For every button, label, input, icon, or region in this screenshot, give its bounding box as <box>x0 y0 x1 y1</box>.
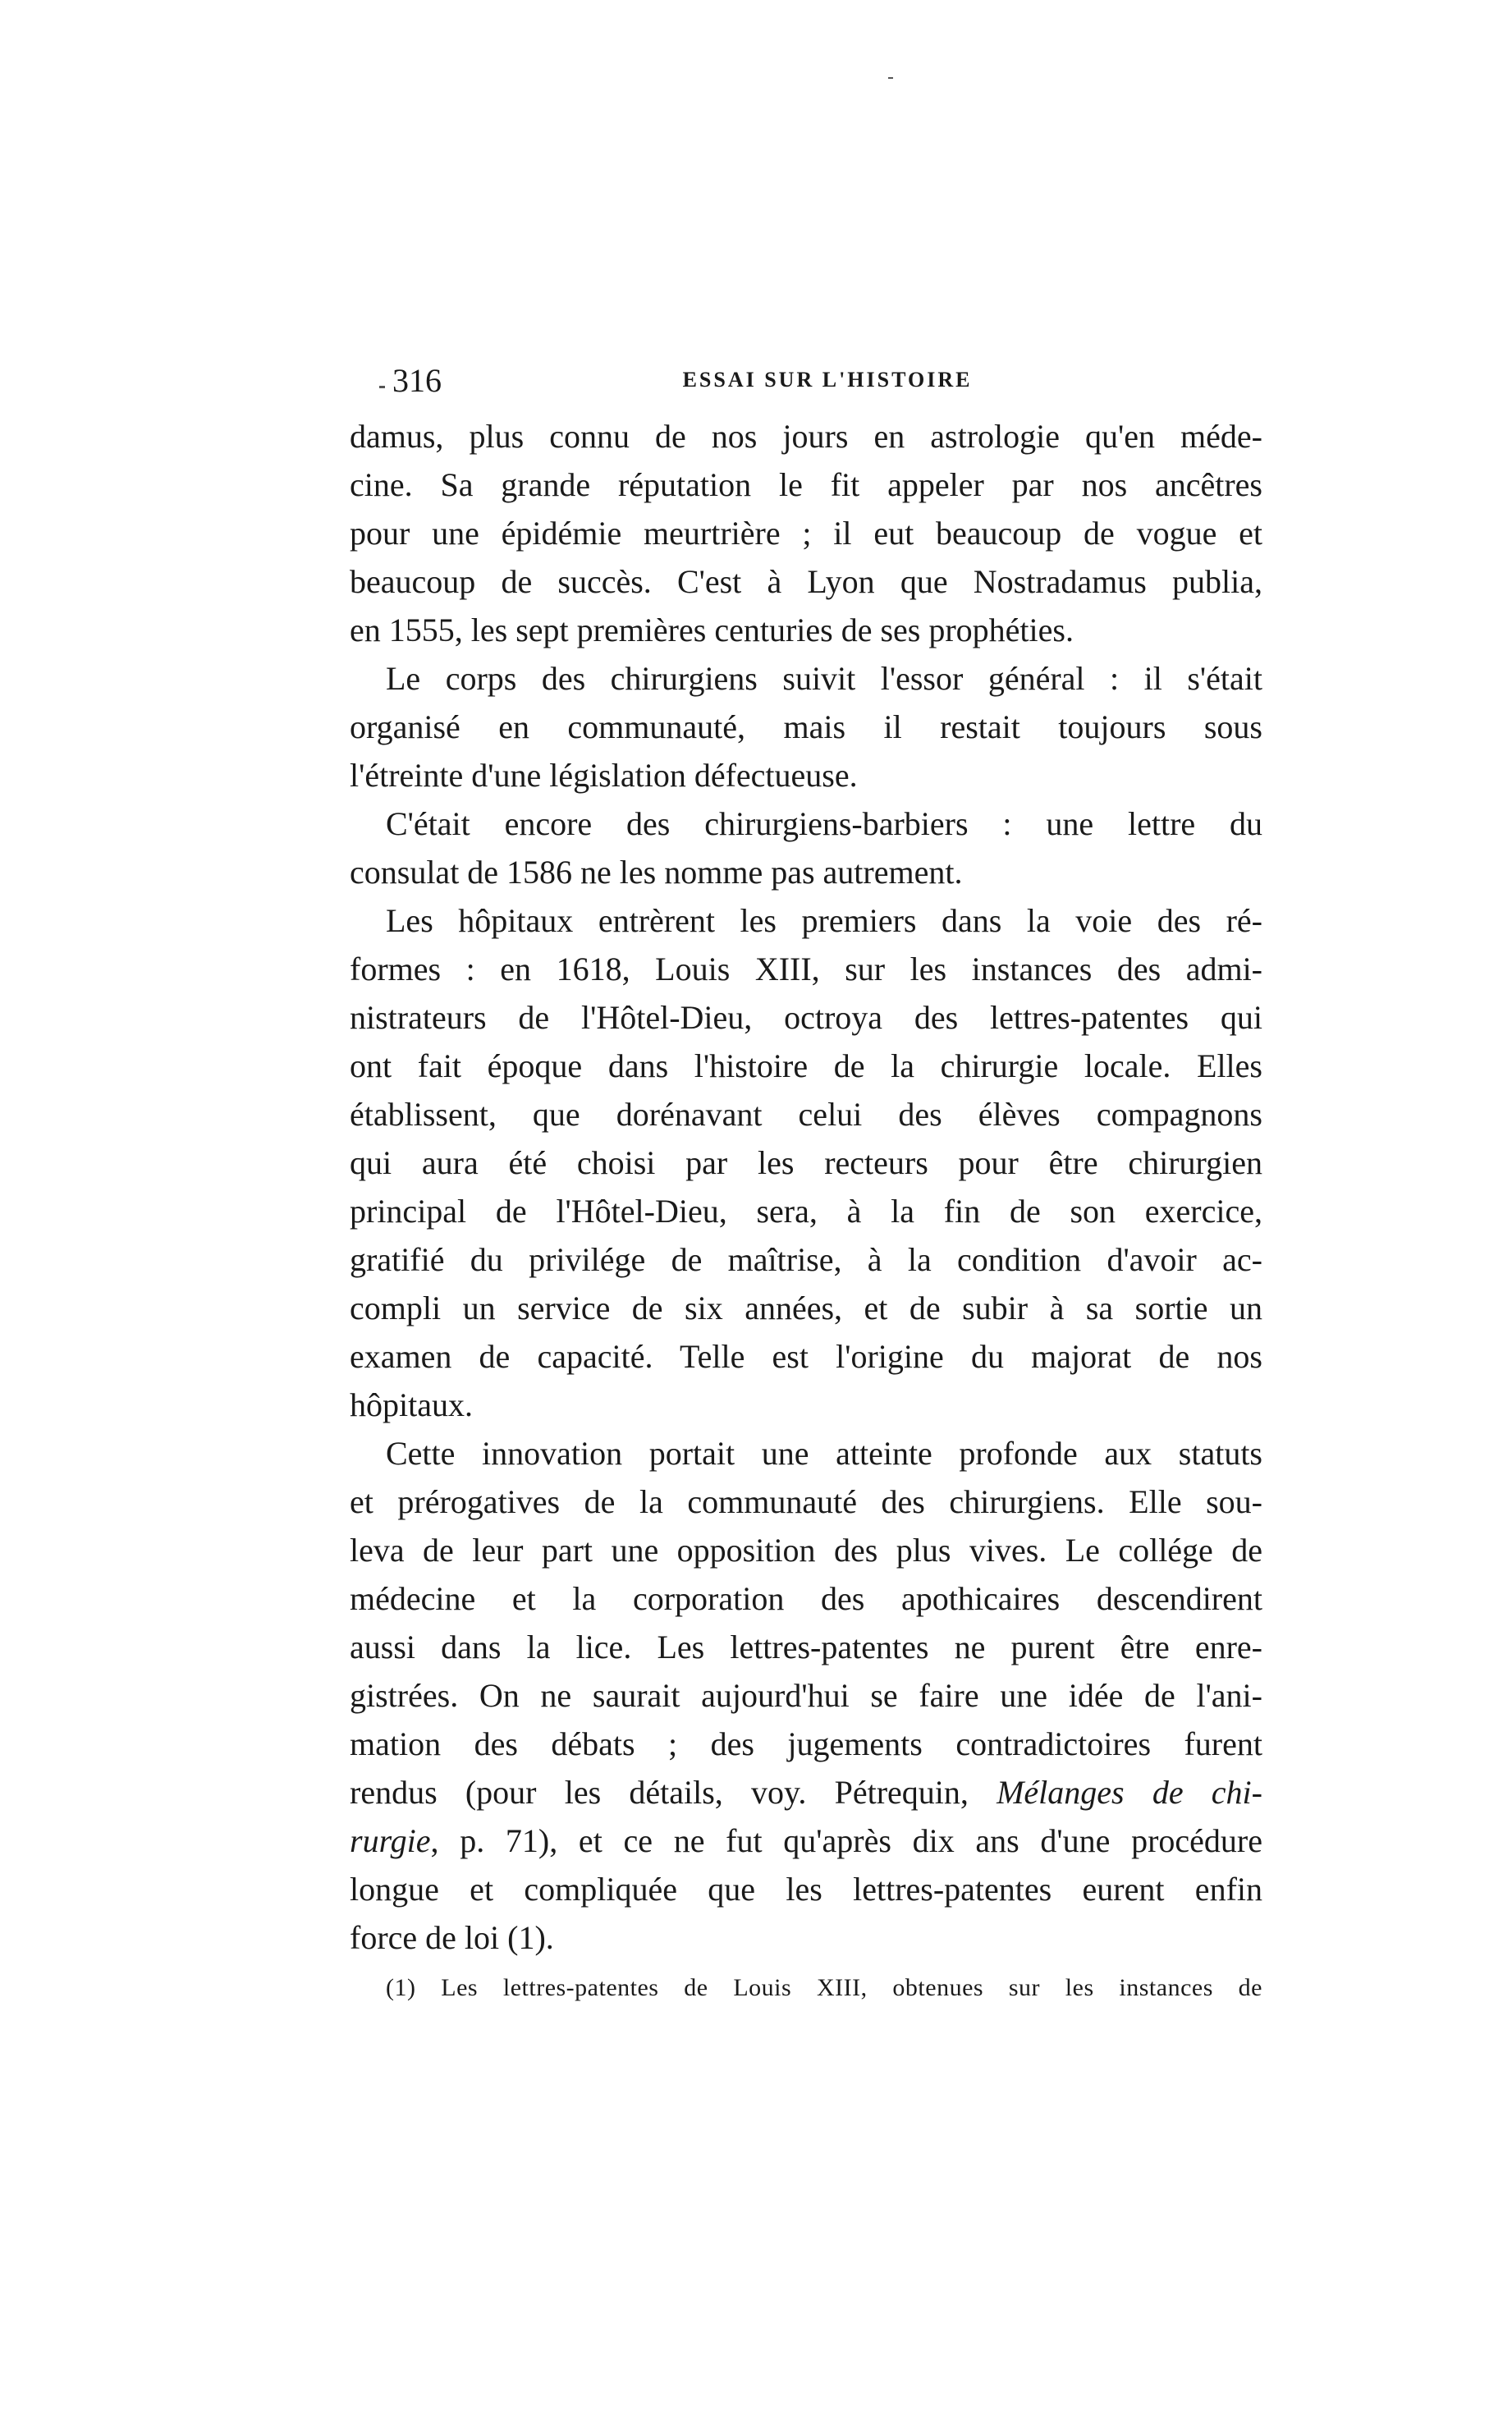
scan-speck <box>379 386 385 388</box>
text-run: formes : en 1618, Louis XIII, sur les instances des admi- <box>350 951 1262 987</box>
text-line-content <box>350 1574 1262 1623</box>
text-line-content <box>386 1429 1262 1478</box>
text-line <box>350 412 1262 460</box>
text-line-content <box>350 1817 1262 1865</box>
text-run: force de loi (1). <box>350 1919 554 1956</box>
text-line <box>350 1284 1262 1332</box>
text-line-content <box>350 1235 1262 1284</box>
text-line <box>350 1526 1262 1574</box>
text-line <box>350 1235 1262 1284</box>
text-line-content <box>386 654 1262 703</box>
text-run: rendus (pour les détails, voy. Pétrequin, <box>350 1774 997 1811</box>
text-run: C'était encore des chirurgiens-barbiers : une lettre du <box>386 805 1262 842</box>
text-line-content <box>386 896 1262 945</box>
text-run: damus, plus connu de nos jours en astrologie qu'en méde- <box>350 418 1262 455</box>
text-run: pour une épidémie meurtrière ; il eut beaucoup de vogue et <box>350 515 1262 552</box>
text-line <box>350 1429 1262 1478</box>
text-run: organisé en communauté, mais il restait toujours sous <box>350 708 1262 745</box>
text-line-content <box>350 1526 1262 1574</box>
text-line <box>350 751 1262 799</box>
text-line <box>350 654 1262 703</box>
text-line <box>350 460 1262 509</box>
text-run: Le corps des chirurgiens suivit l'essor général : il s'était <box>386 660 1262 697</box>
text-line-content <box>350 1623 1262 1671</box>
text-run: longue et compliquée que les lettres-patentes eurent enfin <box>350 1871 1262 1908</box>
text-run: et prérogatives de la communauté des chirurgiens. Elle sou- <box>350 1483 1262 1520</box>
text-line-content <box>350 509 1262 557</box>
text-line <box>350 1574 1262 1623</box>
page-header <box>392 361 1262 402</box>
text-run: examen de capacité. Telle est l'origine du majorat de nos <box>350 1338 1262 1375</box>
text-line <box>350 1865 1262 1913</box>
text-line-content <box>350 1138 1262 1187</box>
page-number: 316 <box>392 362 442 399</box>
text-run: Cette innovation portait une atteinte profonde aux statuts <box>386 1435 1262 1472</box>
italic-title: Mélanges de chi- <box>997 1774 1262 1811</box>
text-line <box>350 848 1262 896</box>
text-line-content <box>350 557 1262 606</box>
text-line <box>350 1332 1262 1381</box>
text-run: gistrées. On ne saurait aujourd'hui se faire une idée de l'ani- <box>350 1677 1262 1714</box>
text-line-content <box>350 993 1262 1042</box>
text-line-content <box>350 1865 1262 1913</box>
text-run: compli un service de six années, et de subir à sa sortie un <box>350 1290 1262 1326</box>
text-line <box>350 557 1262 606</box>
text-line-content <box>350 460 1262 509</box>
text-line-content <box>350 1720 1262 1768</box>
text-line <box>350 1913 1262 1962</box>
text-line-content <box>350 412 1262 460</box>
text-line <box>350 1768 1262 1817</box>
text-run: Les hôpitaux entrèrent les premiers dans la voie des ré- <box>386 902 1262 939</box>
text-line-content <box>350 1187 1262 1235</box>
text-line <box>350 1381 1262 1429</box>
text-line-content <box>350 703 1262 751</box>
text-run: mation des débats ; des jugements contradictoires furent <box>350 1725 1262 1762</box>
text-line <box>350 1623 1262 1671</box>
text-run: hôpitaux. <box>350 1386 473 1423</box>
text-line <box>350 993 1262 1042</box>
italic-title: rurgie <box>350 1822 431 1859</box>
text-line <box>350 1042 1262 1090</box>
text-line-content <box>350 751 1262 799</box>
text-line <box>350 509 1262 557</box>
text-run: principal de l'Hôtel-Dieu, sera, à la fin de son exercice, <box>350 1193 1262 1230</box>
text-line-content <box>350 1768 1262 1817</box>
text-line <box>350 1187 1262 1235</box>
text-line-content <box>350 1478 1262 1526</box>
text-line-content <box>350 1284 1262 1332</box>
text-run: nistrateurs de l'Hôtel-Dieu, octroya des lettres-patentes qui <box>350 999 1262 1036</box>
text-run: aussi dans la lice. Les lettres-patentes ne purent être enre- <box>350 1629 1262 1665</box>
text-run: gratifié du privilége de maîtrise, à la condition d'avoir ac- <box>350 1241 1262 1278</box>
text-line <box>350 703 1262 751</box>
text-line-content <box>350 1090 1262 1138</box>
text-run: établissent, que dorénavant celui des élèves compagnons <box>350 1096 1262 1133</box>
text-run: consulat de 1586 ne les nomme pas autrement. <box>350 854 963 891</box>
text-line-content <box>386 799 1262 848</box>
text-run: leva de leur part une opposition des plus vives. Le collége de <box>350 1532 1262 1569</box>
text-line-content <box>350 1381 1262 1429</box>
text-run: médecine et la corporation des apothicaires descendirent <box>350 1580 1262 1617</box>
text-line <box>350 945 1262 993</box>
text-line-content <box>350 1332 1262 1381</box>
text-line-content <box>350 1913 1262 1962</box>
running-head: ESSAI SUR L'HISTOIRE <box>682 368 973 392</box>
text-line <box>350 1138 1262 1187</box>
text-line-content <box>350 945 1262 993</box>
text-line <box>350 1720 1262 1768</box>
text-run: cine. Sa grande réputation le fit appeler par nos ancêtres <box>350 466 1262 503</box>
text-run: beaucoup de succès. C'est à Lyon que Nostradamus publia, <box>350 563 1262 600</box>
footnote: (1) Les lettres-patentes de Louis XIII, obtenues sur les instances de <box>386 1974 1262 2001</box>
text-run: ont fait époque dans l'histoire de la chirurgie locale. Elles <box>350 1047 1262 1084</box>
text-line-content <box>350 848 1262 896</box>
text-line <box>350 1817 1262 1865</box>
scan-speck <box>888 77 893 79</box>
text-run: , p. 71), et ce ne fut qu'après dix ans d'une procédure <box>430 1822 1262 1859</box>
text-run: en 1555, les sept premières centuries de ses prophéties. <box>350 612 1074 648</box>
text-line-content <box>350 1671 1262 1720</box>
text-line-content <box>350 606 1262 654</box>
text-run: qui aura été choisi par les recteurs pour être chirurgien <box>350 1144 1262 1181</box>
body-text <box>350 412 1262 1962</box>
text-line <box>350 1090 1262 1138</box>
text-line <box>350 606 1262 654</box>
text-line-content <box>350 1042 1262 1090</box>
text-line <box>350 896 1262 945</box>
text-run: l'étreinte d'une législation défectueuse. <box>350 757 858 794</box>
text-line <box>350 1478 1262 1526</box>
text-line <box>350 1671 1262 1720</box>
text-line <box>350 799 1262 848</box>
